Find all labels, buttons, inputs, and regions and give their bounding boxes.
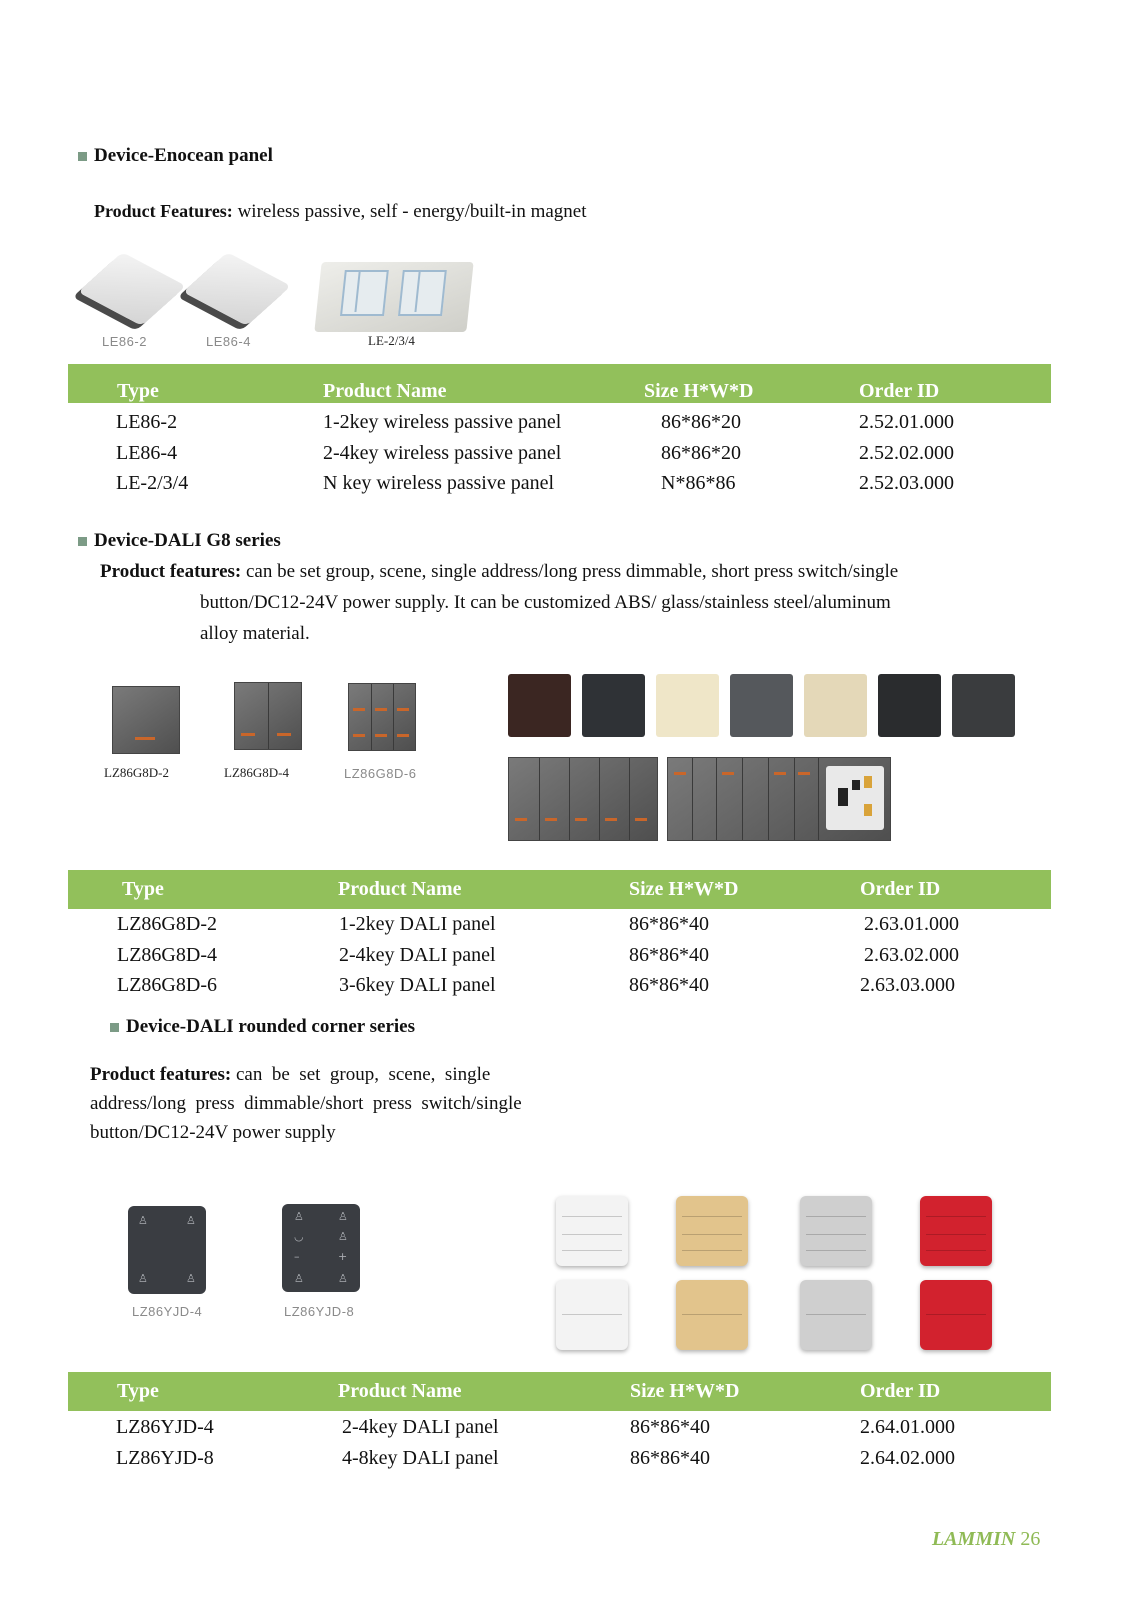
table-cell: 1-2key wireless passive panel — [323, 411, 562, 433]
features-text: button/DC12-24V power supply. It can be customized ABS/ glass/stainless steel/aluminum — [200, 592, 891, 613]
table-cell: LE86-2 — [116, 411, 178, 433]
features-text: can be set group, scene, single address/long press dimmable, short press switch/single — [241, 561, 899, 582]
features-text: wireless passive, self - energy/built-in magnet — [232, 201, 587, 222]
table-cell: LZ86G8D-6 — [117, 974, 217, 996]
multi-gang-socket-panel-image — [667, 757, 891, 841]
caption-lz86yjd-8: LZ86YJD-8 — [284, 1304, 355, 1319]
caption-le-2-3-4: LE-2/3/4 — [368, 333, 415, 348]
table-cell: LZ86YJD-4 — [116, 1416, 214, 1438]
dali-rounded-features — [90, 1060, 570, 1147]
lz86yjd-4-image: ♙ ♙ ♙ ♙ — [128, 1206, 206, 1294]
section-dali-rounded-title — [110, 1016, 415, 1038]
table-cell: 2.52.03.000 — [859, 472, 954, 494]
socket-icon — [826, 766, 884, 830]
features-text: can be set group, scene, single — [231, 1064, 491, 1085]
section-title-text: Device-DALI G8 series — [94, 530, 281, 551]
table1-header-type: Type — [117, 380, 159, 402]
finish-swatch — [878, 674, 941, 737]
finish-swatch-rounded — [556, 1196, 628, 1266]
table1-header-size: Size H*W*D — [644, 380, 754, 402]
caption-lz86g8d-2: LZ86G8D-2 — [104, 765, 169, 780]
table3-header-type: Type — [117, 1380, 159, 1402]
lz86g8d-6-image — [348, 683, 416, 751]
finish-swatch — [730, 674, 793, 737]
table-cell: LZ86G8D-4 — [117, 944, 217, 966]
table-cell: 86*86*40 — [630, 1416, 710, 1438]
table-cell: 2.63.03.000 — [860, 974, 955, 996]
finish-swatch — [656, 674, 719, 737]
table-cell: 4-8key DALI panel — [342, 1447, 499, 1469]
features-text: address/long press dimmable/short press switch/single — [90, 1093, 522, 1114]
features-label: Product features: — [90, 1064, 232, 1085]
finish-swatch — [582, 674, 645, 737]
features-label: Product features: — [100, 561, 242, 582]
table2-header-type: Type — [122, 878, 164, 900]
table-cell: 2.63.02.000 — [864, 944, 959, 966]
table-cell: 86*86*40 — [630, 1447, 710, 1469]
caption-le86-4: LE86-4 — [206, 334, 251, 349]
table3-header-order: Order ID — [860, 1380, 941, 1402]
multi-gang-panel-image — [508, 757, 658, 841]
features-text: alloy material. — [200, 623, 310, 644]
features-text: button/DC12-24V power supply — [90, 1122, 336, 1143]
finish-swatch-rounded — [920, 1280, 992, 1350]
caption-lz86g8d-4: LZ86G8D-4 — [224, 765, 289, 780]
caption-le86-2: LE86-2 — [102, 334, 147, 349]
lz86g8d-2-image — [112, 686, 180, 754]
table-cell: N*86*86 — [661, 472, 736, 494]
finish-swatch-rounded — [676, 1196, 748, 1266]
table-cell: 2.52.02.000 — [859, 442, 954, 464]
lz86yjd-8-image: ♙ ♙ ◡ ♙ – + ♙ ♙ — [282, 1204, 360, 1292]
table2-header-order: Order ID — [860, 878, 941, 900]
table-cell: 86*86*20 — [661, 442, 741, 464]
bullet-icon — [78, 537, 87, 546]
section-title-text: Device-Enocean panel — [94, 145, 273, 166]
bullet-icon — [78, 152, 87, 161]
bullet-icon — [110, 1023, 119, 1032]
section-title-text: Device-DALI rounded corner series — [126, 1016, 415, 1037]
table-cell: LE-2/3/4 — [116, 472, 189, 494]
table-cell: LZ86YJD-8 — [116, 1447, 214, 1469]
finish-swatch-rounded — [800, 1280, 872, 1350]
table2-header-name: Product Name — [338, 878, 462, 900]
page-number: 26 — [1020, 1528, 1041, 1550]
enocean-features — [94, 196, 587, 227]
finish-swatch-rounded — [556, 1280, 628, 1350]
table-cell: 2.64.02.000 — [860, 1447, 955, 1469]
table-cell: 86*86*20 — [661, 411, 741, 433]
table-cell: 2.63.01.000 — [864, 913, 959, 935]
table-cell: 3-6key DALI panel — [339, 974, 496, 996]
table3-header-size: Size H*W*D — [630, 1380, 740, 1402]
table-cell: 86*86*40 — [629, 944, 709, 966]
table-cell: 2.52.01.000 — [859, 411, 954, 433]
table-cell: LE86-4 — [116, 442, 178, 464]
finish-swatch-rounded — [676, 1280, 748, 1350]
finish-swatch-rounded — [800, 1196, 872, 1266]
brand-name: LAMMIN — [932, 1528, 1016, 1550]
table-cell: N key wireless passive panel — [323, 472, 555, 494]
table-cell: 1-2key DALI panel — [339, 913, 496, 935]
features-label: Product Features: — [94, 201, 233, 221]
section-enocean-title — [78, 145, 273, 167]
table-cell: LZ86G8D-2 — [117, 913, 217, 935]
table1-header-order: Order ID — [859, 380, 940, 402]
finish-swatch-rounded — [920, 1196, 992, 1266]
table-cell: 86*86*40 — [629, 974, 709, 996]
table-cell: 2-4key DALI panel — [339, 944, 496, 966]
table1-header-name: Product Name — [323, 380, 447, 402]
table-cell: 86*86*40 — [629, 913, 709, 935]
lz86g8d-4-image — [234, 682, 302, 750]
le-2-3-4-image — [314, 262, 473, 332]
le86-4-image — [193, 255, 288, 330]
table-cell: 2.64.01.000 — [860, 1416, 955, 1438]
caption-lz86g8d-6: LZ86G8D-6 — [344, 766, 417, 781]
caption-lz86yjd-4: LZ86YJD-4 — [132, 1304, 203, 1319]
table2-header-size: Size H*W*D — [629, 878, 739, 900]
table3-header-name: Product Name — [338, 1380, 462, 1402]
table-cell: 2-4key wireless passive panel — [323, 442, 562, 464]
le86-2-image — [88, 255, 183, 330]
finish-swatch — [804, 674, 867, 737]
dali-g8-features — [100, 556, 1030, 649]
section-dali-g8-title — [78, 530, 281, 552]
table-cell: 2-4key DALI panel — [342, 1416, 499, 1438]
finish-swatch — [508, 674, 571, 737]
finish-swatch — [952, 674, 1015, 737]
page-footer — [932, 1528, 1040, 1551]
